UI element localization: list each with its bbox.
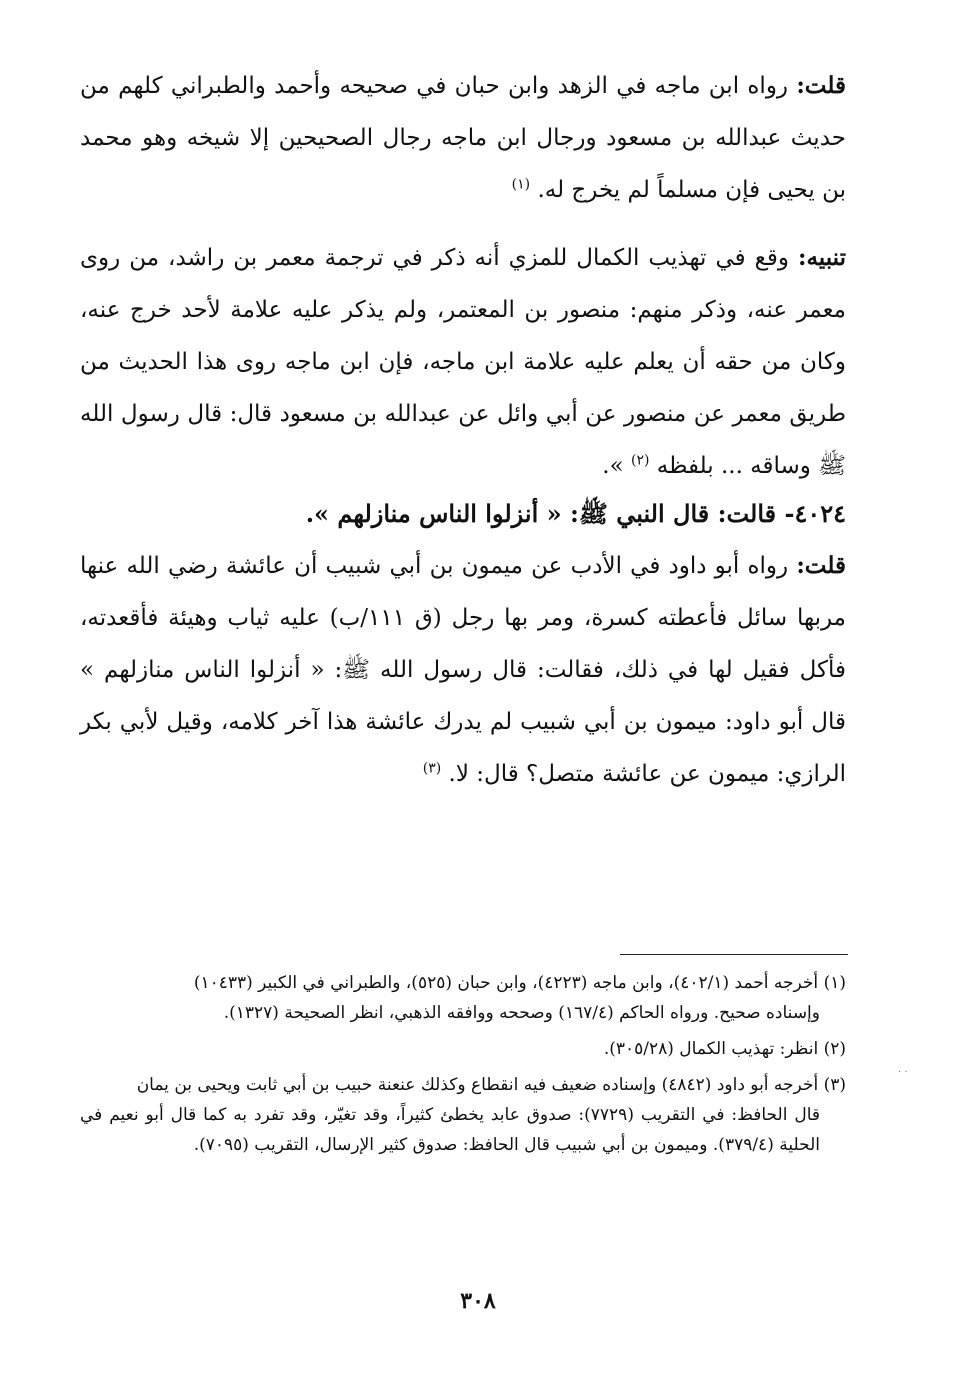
paragraph-1 — [80, 60, 846, 216]
paragraph-2 — [80, 232, 846, 492]
footnote-3 — [80, 1070, 846, 1160]
paragraph-text: وقع في تهذيب الكمال للمزي أنه ذكر في ترجمة معمر بن راشد، من روى معمر عنه، وذكر منهم: منصور بن المعتمر، ولم يذكر عليه علامة لأحد خرج عنه، وكان من حقه أن يعلم عليه علامة ابن ماجه، فإن ابن ماجه روى هذا الحديث من طريق معمر عن منصور عن أبي وائل عن عبدالله بن مسعود قال: قال رسول الله ﷺ وساقه ... بلفظه — [80, 245, 846, 479]
footnote-number: (٢) — [823, 1039, 846, 1059]
paragraph-3 — [80, 540, 846, 800]
paragraph-lead: قلت: — [796, 72, 846, 99]
footnote-continuation: وإسناده صحيح. ورواه الحاكم (١٦٧/٤) وصححه ووافقه الذهبي، انظر الصحيحة (١٣٢٧). — [223, 1003, 820, 1023]
margin-mark: . . — [898, 1064, 908, 1075]
footnote-number: (١) — [823, 973, 846, 993]
page-number: ٣٠٨ — [460, 1288, 496, 1314]
paragraph-lead: تنبيه: — [797, 244, 846, 271]
footnotes — [80, 968, 846, 1166]
footnote-ref[interactable]: (٣) — [422, 760, 442, 777]
footnote-1 — [80, 968, 846, 1028]
footnote-text: أخرجه أبو داود (٤٨٤٢) وإسناده ضعيف فيه انقطاع وكذلك عنعنة حبيب بن أبي ثابت ويحيى بن يمان — [136, 1075, 819, 1095]
footnote-ref[interactable]: (١) — [511, 176, 531, 193]
footnote-2 — [80, 1034, 846, 1064]
footnote-text: أخرجه أحمد (٤٠٢/١)، وابن ماجه (٤٢٢٣)، وابن حبان (٥٢٥)، والطبراني في الكبير (١٠٤٣٣) — [193, 973, 819, 993]
paragraph-lead: قلت: — [796, 552, 846, 579]
footnote-number: (٣) — [823, 1075, 846, 1095]
footnote-ref[interactable]: (٢) — [631, 452, 650, 469]
footnote-continuation: قال الحافظ: في التقريب (٧٧٢٩): صدوق عابد يخطئ كثيراً، وقد تغيّر، وقد تفرد به كما قال أبو نعيم في الحلية (٣٧٩/٤). وميمون بن أبي شبيب قال الحافظ: صدوق كثير الإرسال، التقريب (٧٠٩٥). — [80, 1105, 821, 1155]
footnote-separator — [620, 954, 848, 955]
hadith-heading: ٤٠٢٤- قالت: قال النبي ﷺ: « أنزلوا الناس منازلهم ». — [305, 499, 846, 528]
paragraph-text: رواه ابن ماجه في الزهد وابن حبان في صحيحه وأحمد والطبراني كلهم من حديث عبدالله بن مسعود ورجال ابن ماجه رجال الصحيحين إلا شيخه وهو محمد بن يحيى فإن مسلماً لم يخرج له. — [80, 73, 846, 203]
footnote-text: انظر: تهذيب الكمال (٣٠٥/٢٨). — [603, 1039, 819, 1059]
paragraph-tail: ». — [602, 453, 624, 479]
paragraph-text: رواه أبو داود في الأدب عن ميمون بن أبي شبيب أن عائشة رضي الله عنها مربها سائل فأعطته كسرة، ومر بها رجل (ق ١١١/ب) عليه ثياب وهيئة فأقعدته، فأكل فقيل لها في ذلك، فقالت: قال رسول الله ﷺ: « أنزلوا الناس منازلهم » قال أبو داود: ميمون بن أبي شبيب لم يدرك عائشة هذا آخر كلامه، وقيل لأبي بكر الرازي: ميمون عن عائشة متصل؟ قال: لا. — [80, 553, 846, 787]
